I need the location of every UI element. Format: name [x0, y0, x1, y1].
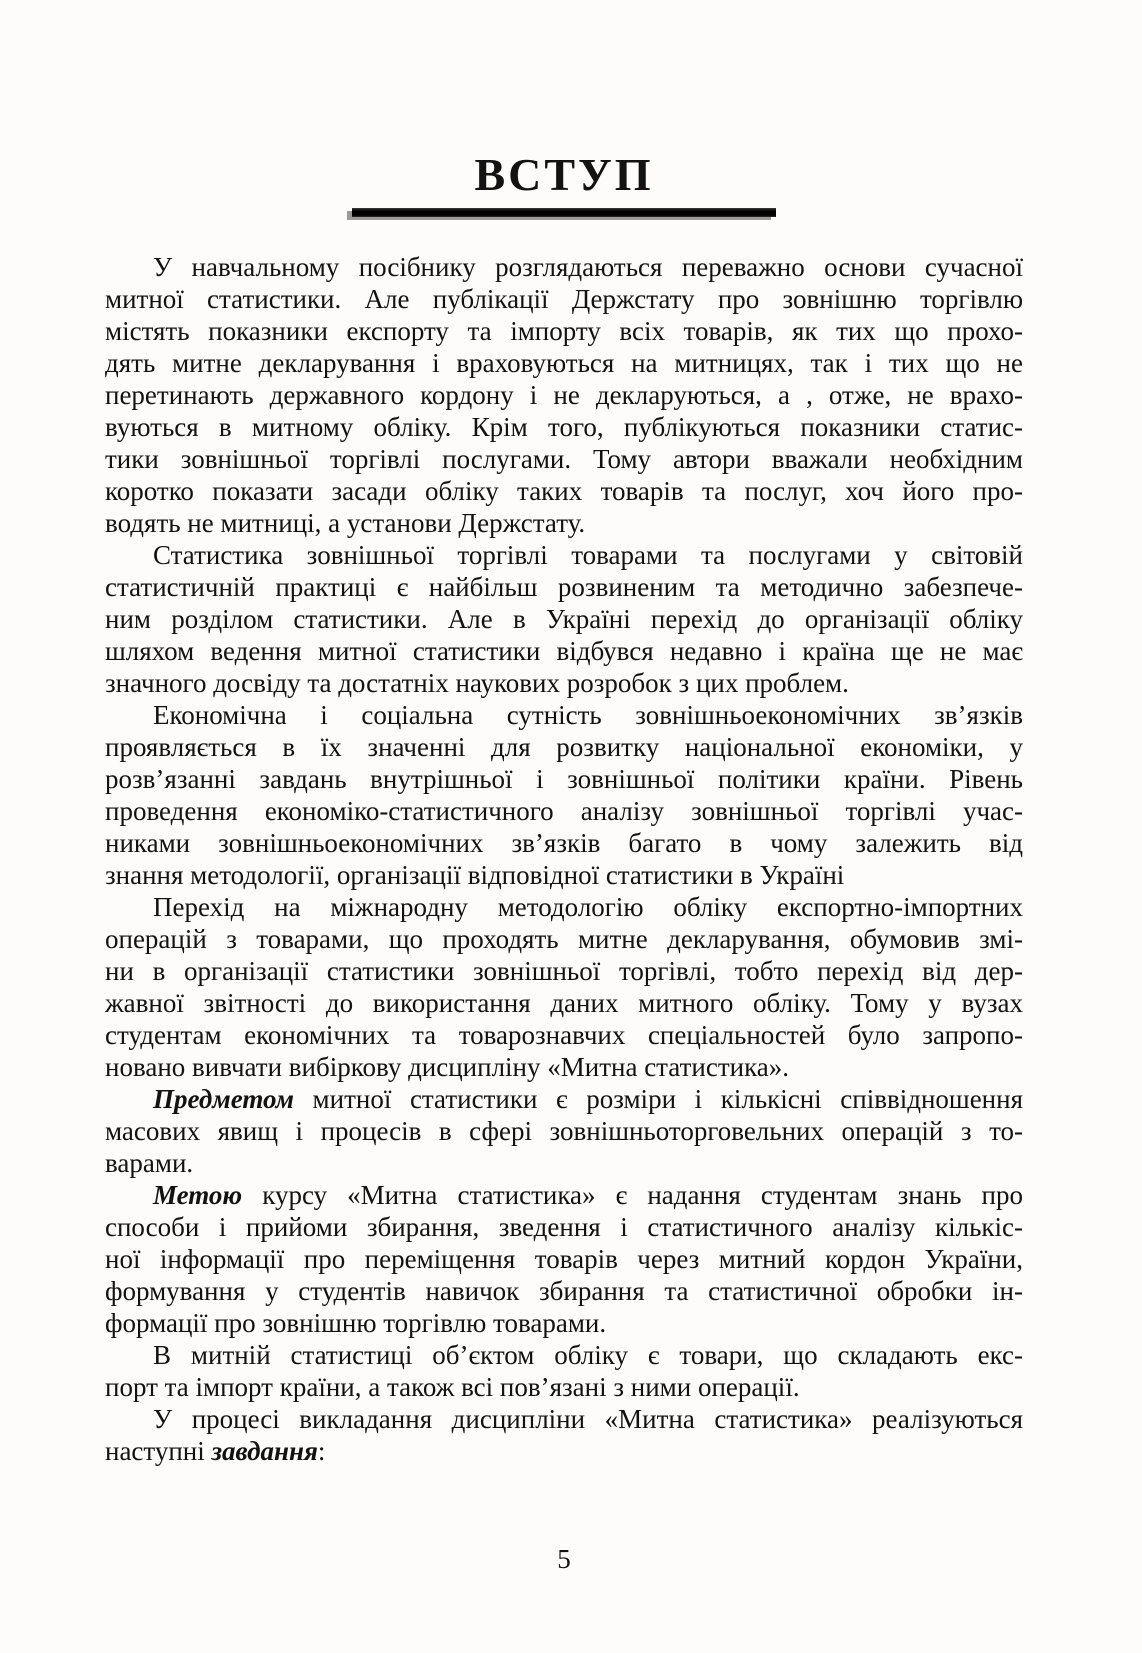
text-line: Економічна і соціальна сутність зовнішньоекономічних зв’язків [153, 700, 1023, 730]
text-line: значного досвіду та достатніх наукових розробок з цих проблем. [105, 668, 849, 698]
body-text [105, 251, 1023, 1467]
text-line: формації про зовнішню торгівлю товарами. [105, 1308, 607, 1338]
text-segment: курсу «Митна статистика» є надання студентам знань про [242, 1180, 1023, 1210]
text-line: никами зовнішньоекономічних зв’язків багато в чому залежить від [105, 828, 1023, 858]
text-segment: митної статистики є розміри і кількісні співвідношення [293, 1084, 1023, 1114]
text-line: митної статистики. Але публікації Держстату про зовнішню торгівлю [105, 284, 1023, 314]
text-line [105, 1179, 1023, 1211]
text-line: операцій з товарами, що проходять митне декларування, обумовив змі- [105, 924, 1023, 954]
text-line: перетинають державного кордону і не декларуються, а , отже, не врахо- [105, 380, 1023, 410]
text-line [105, 1083, 1023, 1115]
text-line: вуються в митному обліку. Крім того, публікуються показники статис- [105, 412, 1023, 442]
text-line: ним розділом статистики. Але в Україні перехід до організації обліку [105, 604, 1023, 634]
text-line: В митній статистиці об’єктом обліку є товари, що складають екс- [153, 1340, 1023, 1370]
emphasis-term: Предметом [153, 1084, 294, 1114]
text-segment: наступні [105, 1436, 212, 1466]
text-segment: : [317, 1436, 326, 1466]
text-line: проведення економіко-статистичного аналізу зовнішньої торгівлі учас- [105, 796, 1023, 826]
text-line: У навчальному посібнику розглядаються переважно основи сучасної [153, 252, 1023, 282]
text-line: знання методології, організації відповідної статистики в Україні [105, 860, 845, 890]
text-line: проявляється в їх значенні для розвитку національної економіки, у [105, 732, 1023, 762]
text-line: Перехід на міжнародну методологію обліку експортно-імпортних [153, 892, 1023, 922]
text-line: жавної звітності до використання даних митного обліку. Тому у вузах [105, 988, 1023, 1018]
text-line: містять показники експорту та імпорту всіх товарів, як тих що прохо- [105, 316, 1023, 346]
text-line: шляхом ведення митної статистики відбувся недавно і країна ще не має [105, 636, 1023, 666]
text-line: новано вивчати вибіркову дисципліну «Митна статистика». [105, 1052, 790, 1082]
text-line: ної інформації про переміщення товарів через митний кордон України, [105, 1244, 1023, 1274]
text-line: розв’язанні завдань внутрішньої і зовнішньої політики країни. Рівень [105, 764, 1023, 794]
title-rule [352, 208, 776, 217]
text-line: дять митне декларування і враховуються на митницях, так і тих що не [105, 348, 1023, 378]
text-line: способи і прийоми збирання, зведення і статистичного аналізу кількіс- [105, 1212, 1023, 1242]
text-line: водять не митниці, а установи Держстату. [105, 508, 586, 538]
text-line [105, 1435, 1023, 1467]
text-line: формування у студентів навичок збирання та статистичної обробки ін- [105, 1276, 1023, 1306]
text-line: ни в організації статистики зовнішньої торгівлі, тобто перехід від дер- [105, 956, 1023, 986]
text-line: варами. [105, 1148, 194, 1178]
text-line: студентам економічних та товарознавчих спеціальностей було запропо- [105, 1020, 1023, 1050]
emphasis-term: завдання [211, 1436, 318, 1466]
page-number: 5 [557, 1544, 571, 1574]
emphasis-term: Метою [153, 1180, 243, 1210]
text-line: У процесі викладання дисципліни «Митна статистика» реалізуються [153, 1404, 1023, 1434]
text-line: тики зовнішньої торгівлі послугами. Тому автори вважали необхідним [105, 444, 1023, 474]
text-line: коротко показати засади обліку таких товарів та послуг, хоч його про- [105, 476, 1023, 506]
text-line: порт та імпорт країни, а також всі пов’язані з ними операції. [105, 1372, 800, 1402]
text-line: масових явищ і процесів в сфері зовнішньоторговельних операцій з то- [105, 1116, 1023, 1146]
page-title: ВСТУП [474, 149, 654, 200]
text-line: Статистика зовнішньої торгівлі товарами та послугами у світовій [153, 540, 1023, 570]
text-line: статистичній практиці є найбільш розвиненим та методично забезпече- [105, 572, 1023, 602]
